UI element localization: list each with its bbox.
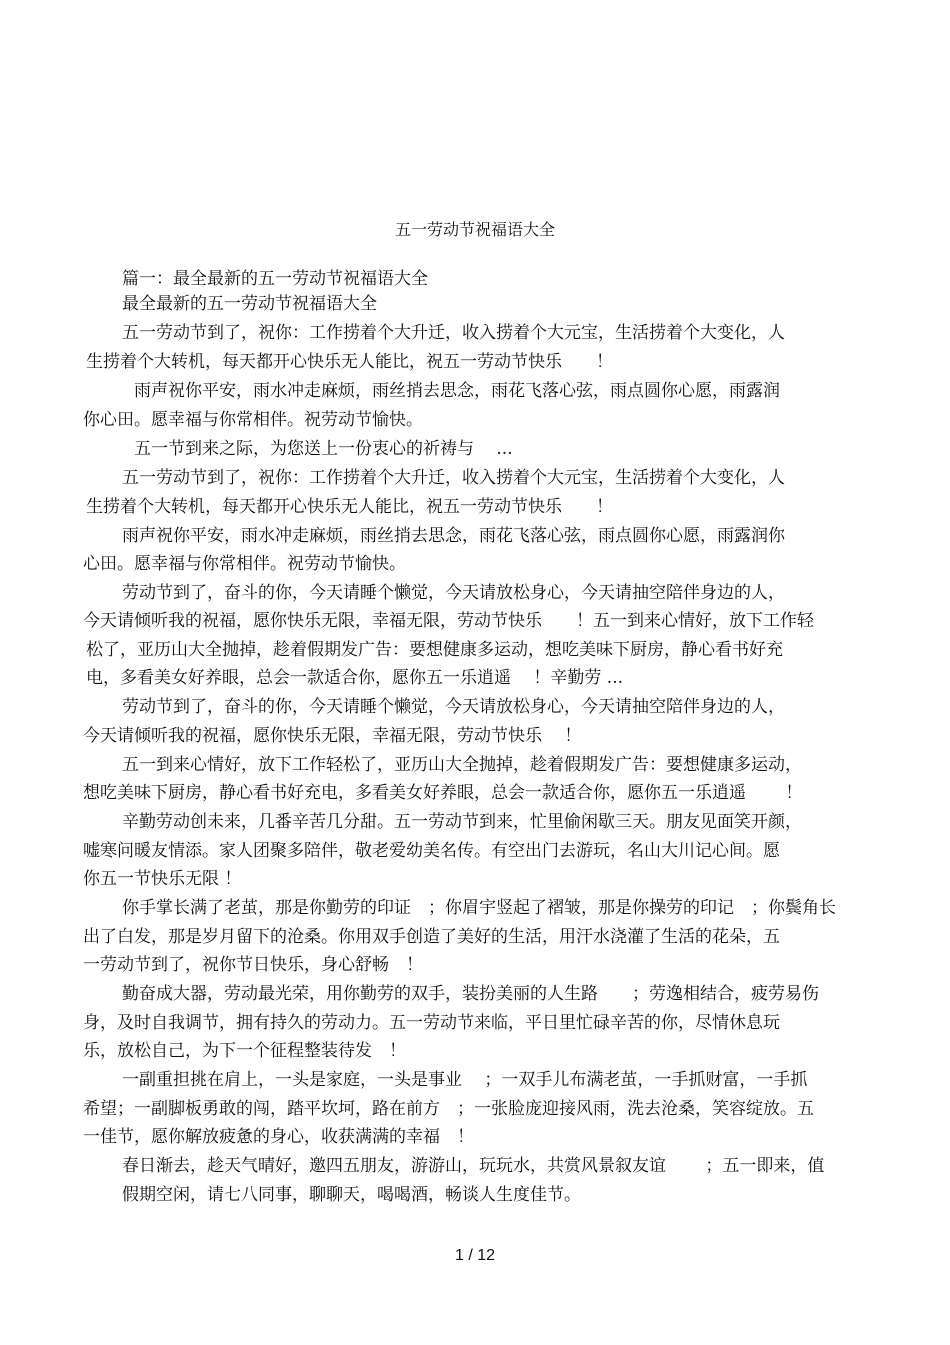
text-line-25: 一劳动节到了，祝你节日快乐，身心舒畅 ！ [83, 955, 423, 975]
text-line-2: 最全最新的五一劳动节祝福语大全 [122, 294, 377, 314]
text-line-12: 劳动节到了，奋斗的你，今天请睡个懒觉，今天请放松身心，今天请抽空陪伴身边的人， [122, 583, 785, 603]
text-line-3: 五一劳动节到了，祝你：工作捞着个大升迁，收入捞着个大元宝，生活捞着个大变化，人 [122, 323, 785, 343]
text-line-21: 嘘寒问暖友情添。家人团聚多陪伴，敬老爱幼美名传。有空出门去游玩，名山大川记心间。愿 [83, 841, 780, 861]
text-line-29: 一副重担挑在肩上，一头是家庭，一头是事业 ；一双手儿布满老茧，一手抓财富，一手抓 [122, 1070, 808, 1090]
text-line-33: 假期空闲，请七八同事，聊聊天，喝喝酒，畅谈人生度佳节。 [122, 1185, 581, 1205]
text-line-32: 春日渐去，趁天气晴好，邀四五朋友，游游山，玩玩水，共赏风景叙友谊 ；五一即来，值 [122, 1156, 825, 1176]
text-line-30: 希望；一副脚板勇敢的闯，踏平坎坷，路在前方 ；一张脸庞迎接风雨，洗去沧桑，笑容绽放。五 [83, 1099, 814, 1119]
page-number: 1 / 12 [454, 1247, 496, 1264]
text-line-26: 勤奋成大器，劳动最光荣，用你勤劳的双手，装扮美丽的人生路 ；劳逸相结合，疲劳易伤 [122, 984, 819, 1004]
text-line-11: 心田。愿幸福与你常相伴。祝劳动节愉快。 [83, 554, 406, 574]
text-line-1: 篇一：最全最新的五一劳动节祝福语大全 [122, 269, 428, 289]
text-line-22: 你五一节快乐无限 ！ [83, 869, 242, 889]
text-line-4: 生捞着个大转机，每天都开心快乐无人能比，祝五一劳动节快乐 ！ [86, 352, 613, 372]
text-line-24: 出了白发，那是岁月留下的沧桑。你用双手创造了美好的生活，用汗水浇灌了生活的花朵，五 [83, 927, 780, 947]
text-line-23: 你手掌长满了老茧，那是你勤劳的印证 ；你眉宇竖起了褶皱，那是你操劳的印记 ；你鬓角长 [122, 898, 836, 918]
text-line-16: 劳动节到了，奋斗的你，今天请睡个懒觉，今天请放松身心，今天请抽空陪伴身边的人， [122, 697, 785, 717]
text-line-31: 一佳节，愿你解放疲惫的身心，收获满满的幸福 ！ [83, 1127, 474, 1147]
text-line-28: 乐，放松自己，为下一个征程整装待发 ！ [83, 1041, 406, 1061]
text-line-8: 五一劳动节到了，祝你：工作捞着个大升迁，收入捞着个大元宝，生活捞着个大变化，人 [122, 468, 785, 488]
text-line-27: 身，及时自我调节，拥有持久的劳动力。五一劳动节来临，平日里忙碌辛苦的你，尽情休息玩 [83, 1013, 780, 1033]
text-line-20: 辛勤劳动创未来，几番辛苦几分甜。五一劳动节到来，忙里偷闲歇三天。朋友见面笑开颜， [122, 812, 802, 832]
text-line-13: 今天请倾听我的祝福，愿你快乐无限，幸福无限，劳动节快乐 ！五一到来心情好，放下工作轻 [83, 611, 814, 631]
text-line-19: 想吃美味下厨房，静心看书好充电，多看美女好养眼，总会一款适合你，愿你五一乐逍遥 ！ [83, 783, 803, 803]
text-line-5: 雨声祝你平安，雨水冲走麻烦，雨丝捎去思念，雨花飞落心弦，雨点圆你心愿，雨露润 [134, 381, 780, 401]
document-title: 五一劳动节祝福语大全 [394, 220, 555, 239]
text-line-7: 五一节到来之际，为您送上一份衷心的祈祷与 ... [134, 439, 513, 459]
text-line-10: 雨声祝你平安，雨水冲走麻烦，雨丝捎去思念，雨花飞落心弦，雨点圆你心愿，雨露润你 [122, 526, 785, 546]
text-line-14: 松了，亚历山大全抛掉，趁着假期发广告：要想健康多运动，想吃美味下厨房，静心看书好充 [86, 640, 783, 660]
text-line-17: 今天请倾听我的祝福，愿你快乐无限，幸福无限，劳动节快乐 ！ [83, 726, 582, 746]
text-line-6: 你心田。愿幸福与你常相伴。祝劳动节愉快。 [83, 410, 423, 430]
text-line-18: 五一到来心情好，放下工作轻松了，亚历山大全抛掉，趁着假期发广告：要想健康多运动， [122, 755, 802, 775]
text-line-15: 电，多看美女好养眼，总会一款适合你，愿你五一乐逍遥 ！辛勤劳 ... [86, 668, 624, 688]
text-line-9: 生捞着个大转机，每天都开心快乐无人能比，祝五一劳动节快乐 ！ [86, 497, 613, 517]
